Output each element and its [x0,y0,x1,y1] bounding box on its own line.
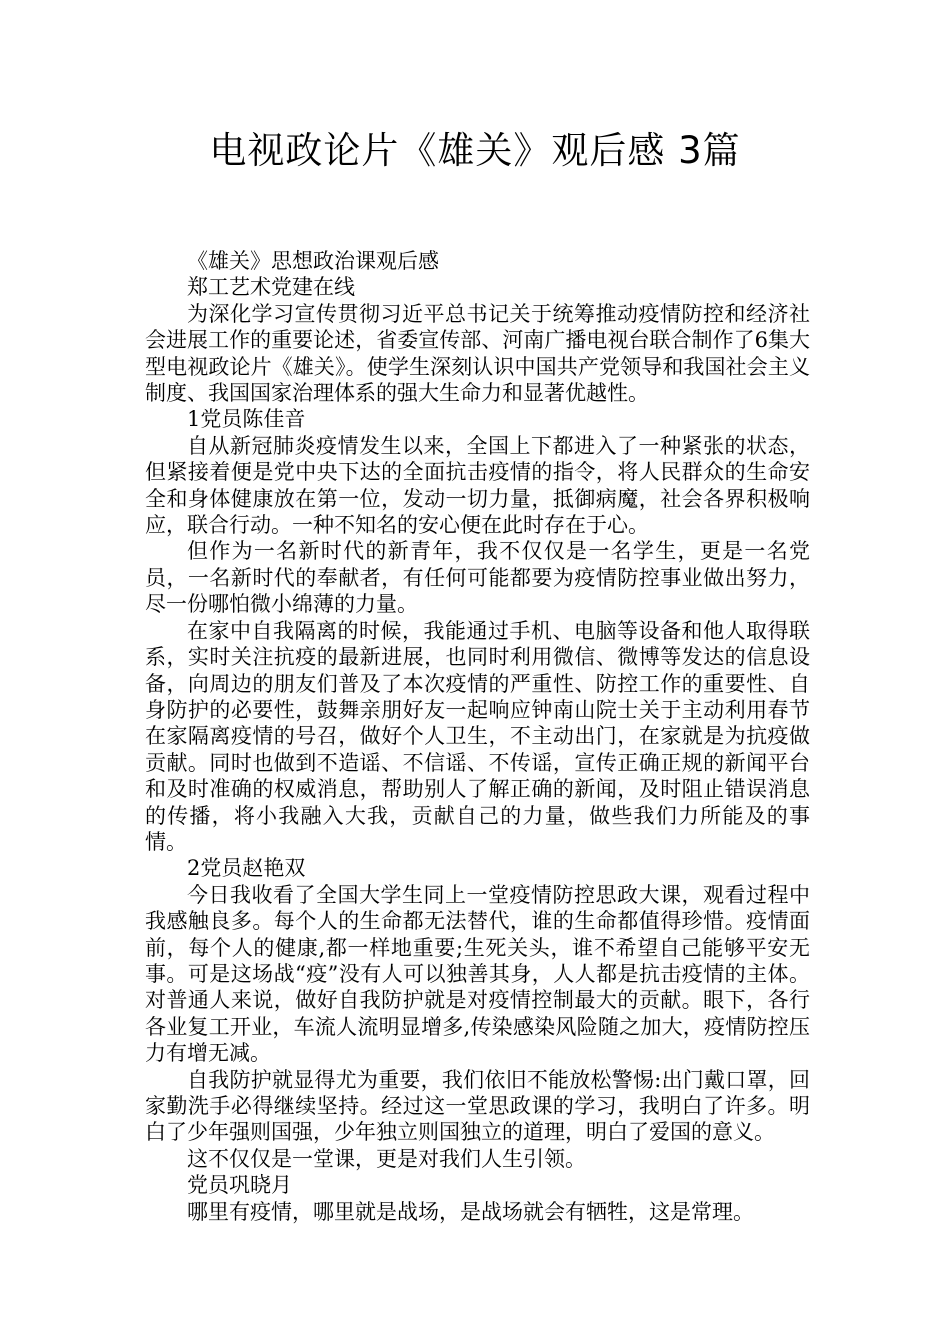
paragraph-intro: 为深化学习宣传贯彻习近平总书记关于统筹推动疫情防控和经济社会进展工作的重要论述，省委宣传部、河南广播电视台联合制作了6集大型电视政论片《雄关》。使学生深刻认识中国共产党领导和我国社会主义制度、我国国家治理体系的强大生命力和显著优越性。 [145,301,810,406]
paragraph-subtitle: 《雄关》思想政治课观后感 [187,249,439,273]
paragraph: 在家中自我隔离的时候，我能通过手机、电脑等设备和他人取得联系，实时关注抗疫的最新进展，也同时利用微信、微博等发达的信息设备，向周边的朋友们普及了本次疫情的严重性、防控工作的重要性、自身防护的必要性，鼓舞亲朋好友一起响应钟南山院士关于主动利用春节在家隔离疫情的号召，做好个人卫生，不主动出门，在家就是为抗疫做贡献。同时也做到不造谣、不信谣、不传谣，宣传正确正规的新闻平台和及时准确的权威消息，帮助别人了解正确的新闻，及时阻止错误消息的传播，将小我融入大我，贡献自己的力量，做些我们力所能及的事情。 [145,618,810,854]
paragraph: 但作为一名新时代的新青年，我不仅仅是一名学生，更是一名党员，一名新时代的奉献者，有任何可能都要为疫情防控事业做出努力，尽一份哪怕微小绵薄的力量。 [145,539,810,617]
paragraph: 哪里有疫情，哪里就是战场，是战场就会有牺牲，这是常理。 [187,1199,754,1224]
paragraph-author-heading: 1党员陈佳音 [187,407,306,432]
document-title: 电视政论片《雄关》观后感 3篇 [209,129,741,172]
paragraph-source: 郑工艺术党建在线 [187,275,355,300]
paragraph-author-heading: 2党员赵艳双 [187,856,306,881]
document-body [145,248,810,1225]
paragraph: 今日我收看了全国大学生同上一堂疫情防控思政大课，观看过程中我感触良多。每个人的生命都无法替代，谁的生命都值得珍惜。疫情面前，每个人的健康,都一样地重要;生死关头，谁不希望自己能够平安无事。可是这场战“疫”没有人可以独善其身，人人都是抗击疫情的主体。对普通人来说，做好自我防护就是对疫情控制最大的贡献。眼下，各行各业复工开业，车流人流明显增多,传染感染风险随之加大，疫情防控压力有增无减。 [145,882,810,1066]
paragraph: 这不仅仅是一堂课，更是对我们人生引领。 [187,1146,586,1171]
paragraph: 自从新冠肺炎疫情发生以来，全国上下都进入了一种紧张的状态，但紧接着便是党中央下达的全面抗击疫情的指令，将人民群众的生命安全和身体健康放在第一位，发动一切力量，抵御病魔，社会各界积极响应，联合行动。一种不知名的安心便在此时存在于心。 [145,433,810,538]
paragraph: 自我防护就显得尤为重要，我们依旧不能放松警惕:出门戴口罩，回家勤洗手必得继续坚持。经过这一堂思政课的学习，我明白了许多。明白了少年强则国强，少年独立则国独立的道理，明白了爱国的意义。 [145,1067,810,1145]
paragraph-author-heading: 党员巩晓月 [187,1173,292,1198]
